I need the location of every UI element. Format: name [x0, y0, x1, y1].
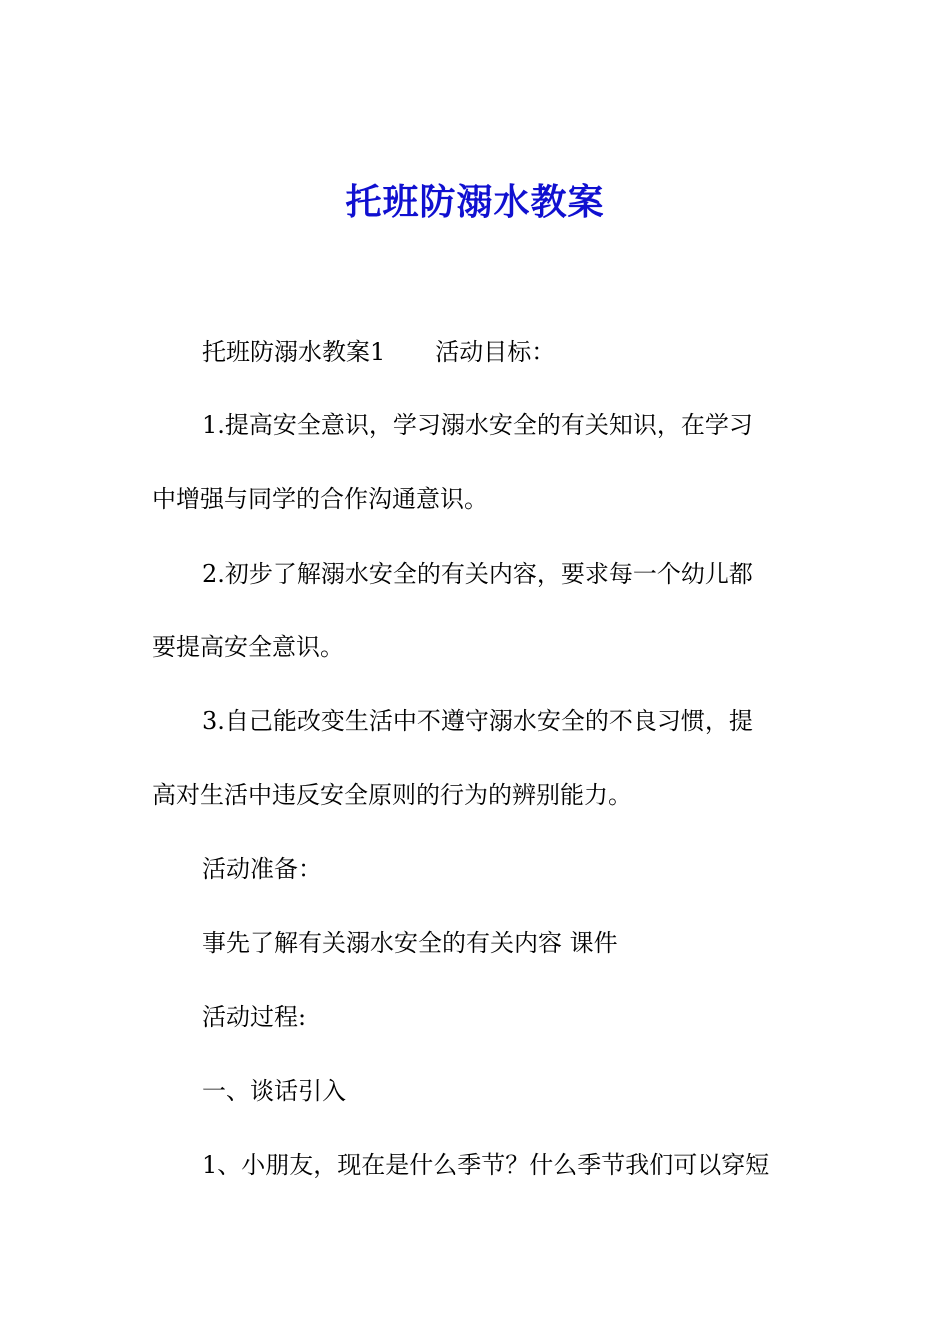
document-title: 托班防溺水教案: [345, 181, 605, 223]
goal-3-line-2: 高对生活中违反安全原则的行为的辨别能力。: [152, 781, 632, 809]
section-1-heading: 一、谈话引入: [202, 1077, 346, 1105]
goal-1-line-2: 中增强与同学的合作沟通意识。: [152, 485, 488, 513]
goal-3-line-1: 3.自己能改变生活中不遵守溺水安全的不良习惯，提: [202, 707, 753, 735]
item-1-text: 1、小朋友，现在是什么季节？什么季节我们可以穿短: [202, 1151, 770, 1179]
goal-1-line-1: 1.提高安全意识，学习溺水安全的有关知识，在学习: [202, 411, 753, 439]
goal-2-line-1: 2.初步了解溺水安全的有关内容，要求每一个幼儿都: [202, 560, 753, 588]
lesson-heading: [202, 335, 555, 369]
goals-label: 活动目标：: [435, 338, 556, 366]
preparation-label: 活动准备：: [202, 855, 322, 883]
lesson-name: 托班防溺水教案1: [202, 338, 386, 366]
preparation-text: 事先了解有关溺水安全的有关内容 课件: [202, 929, 618, 957]
goal-2-line-2: 要提高安全意识。: [152, 633, 344, 661]
process-label: 活动过程:: [202, 1003, 307, 1031]
